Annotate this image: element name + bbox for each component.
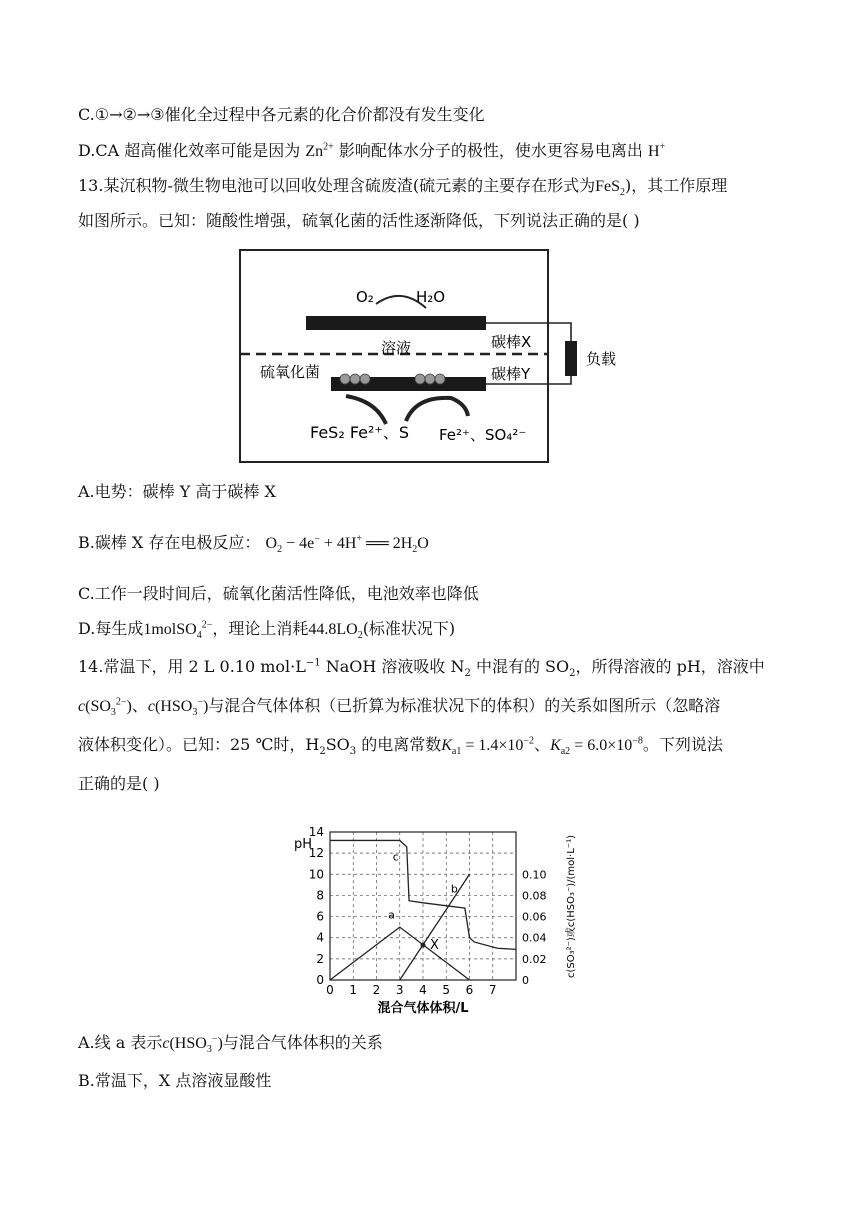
- question-13-line2: 如图所示。已知：随酸性增强，硫氧化菌的活性逐渐降低，下列说法正确的是( ): [78, 211, 640, 230]
- x-tick-label: 3: [395, 983, 404, 997]
- svg-text:碳棒Y: 碳棒Y: [491, 365, 531, 383]
- y-left-tick-label: 0: [316, 973, 324, 987]
- series-label-c: c: [392, 850, 399, 864]
- y-right-label: c(SO₃²⁻)或c(HSO₃⁻)/(mol·L⁻¹): [566, 835, 577, 978]
- svg-text:O₂: O₂: [356, 288, 374, 306]
- y-left-label: pH: [294, 837, 313, 852]
- x-tick-label: 2: [372, 983, 381, 997]
- x-tick-label: 6: [465, 983, 474, 997]
- svg-text:碳棒X: 碳棒X: [491, 333, 532, 351]
- y-left-tick-label: 14: [308, 825, 324, 839]
- y-right-tick-label: 0.06: [522, 910, 547, 924]
- series-line-b: [400, 874, 470, 980]
- x-tick-label: 0: [326, 983, 334, 997]
- ph-concentration-chart: [286, 818, 586, 1018]
- x-tick-label: 1: [349, 983, 358, 997]
- svg-text:溶液: 溶液: [381, 339, 412, 357]
- y-left-tick-label: 6: [316, 909, 324, 924]
- battery-diagram: [236, 246, 636, 466]
- question-13: 13.某沉积物-微生物电池可以回收处理含硫废渣(硫元素的主要存在形式为FeS$_2$)，其工作原理: [78, 176, 728, 199]
- y-left-tick-label: 2: [316, 951, 324, 966]
- svg-text:负载: 负载: [586, 350, 617, 368]
- option-c13: C.工作一段时间后，硫氧化菌活性降低，电池效率也降低: [78, 584, 479, 603]
- option-a13: A.电势：碳棒 Y 高于碳棒 X: [78, 482, 276, 501]
- load: [565, 341, 577, 376]
- x-tick-label: 4: [419, 983, 427, 997]
- x-tick-label: 7: [488, 983, 497, 997]
- y-right-tick-label: 0: [522, 974, 529, 987]
- question-14-line2: $c(SO_3^{2-})$、$c(HSO_3^-)$与混合气体体积（已折算为标准状况下的体积）的关系如图所示（忽略溶: [78, 696, 721, 719]
- option-d12: D.CA 超高催化效率可能是因为 $Zn^{2+}$ 影响配体水分子的极性，使水更容易电离出 H+: [78, 141, 666, 160]
- y-right-tick-label: 0.08: [522, 889, 547, 903]
- question-14-line4: 正确的是( ): [78, 774, 160, 793]
- y-left-tick-label: 10: [308, 867, 324, 882]
- svg-text:Fe²⁺、SO₄²⁻: Fe²⁺、SO₄²⁻: [439, 426, 527, 444]
- rod-x: [306, 316, 486, 330]
- series-label-b: b: [450, 882, 458, 896]
- question-14: 14.常温下，用 2 L 0.10 $mol\cdot L^{-1}$ NaOH 溶液吸收 $N_2$ 中混有的 $SO_2$，所得溶液的 pH，溶液中: [78, 657, 765, 680]
- series-label-a: a: [388, 908, 395, 922]
- y-left-tick-label: 4: [316, 930, 324, 945]
- y-right-tick-label: 0.10: [522, 868, 547, 882]
- point-x-label: X: [430, 938, 439, 954]
- svg-text:H₂O: H₂O: [416, 288, 446, 306]
- question-14-line3: 液体积变化）。已知：25 ℃时，$H_2SO_3$ 的电离常数$K_{a1} = 1.4\times 10^{-2}$、$K_{a2} = 6.0\times 10^{-8}$。下列说法: [78, 735, 723, 758]
- svg-text:FeS₂ Fe²⁺、S: FeS₂ Fe²⁺、S: [310, 423, 410, 442]
- x-axis-label: 混合气体体积/L: [377, 1001, 469, 1016]
- option-a14: A.线 a 表示$c(HSO_3^-)$与混合气体体积的关系: [78, 1033, 383, 1056]
- option-c12: C.①→②→③催化全过程中各元素的化合价都没有发生变化: [78, 105, 485, 124]
- y-right-tick-label: 0.04: [522, 931, 547, 945]
- x-tick-label: 5: [442, 983, 451, 997]
- y-right-tick-label: 0.02: [522, 952, 547, 966]
- option-b13: B.碳棒 X 存在电极反应： $O_2 - 4e^- + 4H^+$ ══ $2H_2O$: [78, 533, 429, 556]
- y-left-tick-label: 12: [308, 846, 324, 861]
- y-left-tick-label: 8: [316, 888, 324, 903]
- point-x: [421, 943, 426, 948]
- svg-text:硫氧化菌: 硫氧化菌: [260, 363, 321, 381]
- option-d13: D.每生成1molSO$_4^{2-}$，理论上消耗$44.8LO_2$(标准状况下): [78, 619, 456, 642]
- option-b14: B.常温下，X 点溶液显酸性: [78, 1071, 272, 1090]
